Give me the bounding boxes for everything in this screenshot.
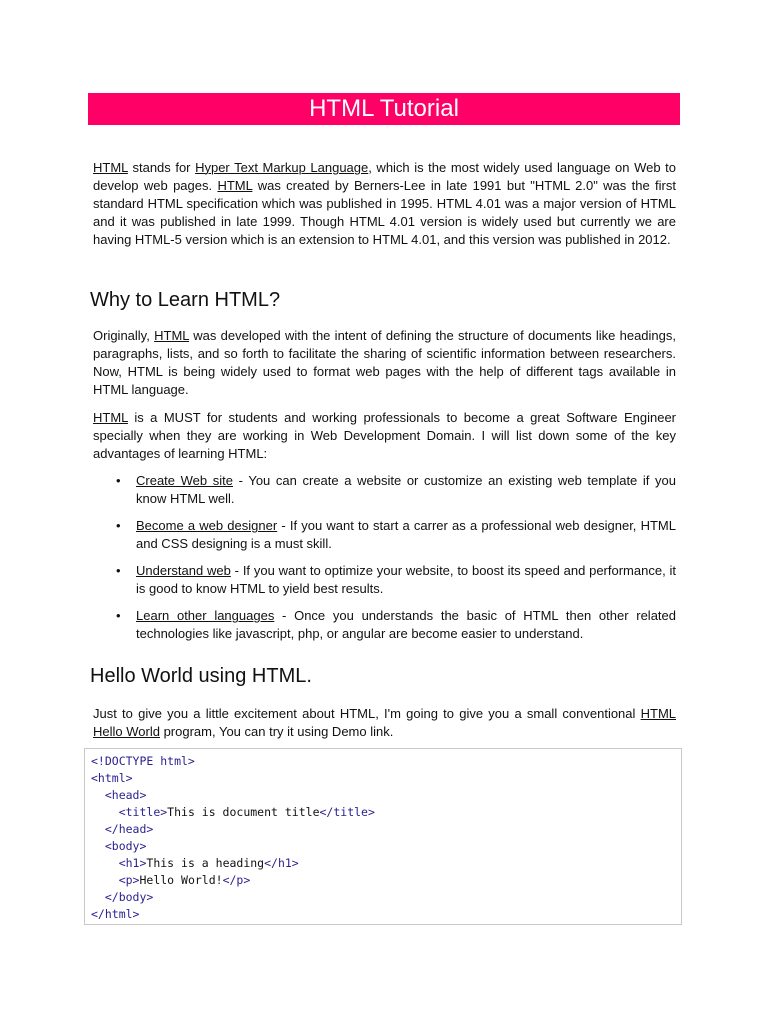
item-title: Understand web [136, 563, 231, 578]
page-title: HTML Tutorial [309, 95, 459, 122]
why-paragraph-2: HTML is a MUST for students and working professionals to become a great Software Engineer specially when they are working in Web Development Domain. I will list down some of the key advantages of learning HTML: [93, 410, 676, 461]
code-line: </body> [104, 890, 154, 904]
keyword-hyper-text-markup-language: Hyper Text Markup Language [195, 160, 369, 175]
item-title: Become a web designer [136, 518, 278, 533]
code-line: <title>This is document title</title> [118, 805, 375, 819]
code-line: <html> [91, 771, 133, 785]
keyword-html: HTML [93, 160, 128, 175]
hello-world-paragraph: Just to give you a little excitement about HTML, I'm going to give you a small conventional HTML Hello World program, You can try it using Demo link. [93, 706, 676, 739]
why-paragraph-1: Originally, HTML was developed with the intent of defining the structure of documents like headings, paragraphs, lists, and so forth to facilitate the sharing of scientific information between researchers. Now, HTML is being widely used to format web pages with the help of different tags available in HTML language. [93, 328, 676, 397]
hello-world-heading: Hello World using HTML. [90, 665, 312, 687]
code-line: <p>Hello World!</p> [118, 873, 251, 887]
list-item: • Create Web site - You can create a website or customize an existing web template if you know HTML well. [116, 473, 676, 506]
item-title: Learn other languages [136, 608, 275, 623]
list-item: • Become a web designer - If you want to start a carrer as a professional web designer, HTML and CSS designing is a must skill. [116, 518, 676, 551]
bullet-icon: • [116, 563, 121, 578]
code-line: <head> [104, 788, 147, 802]
code-line: <body> [104, 839, 147, 853]
keyword-html: HTML [154, 328, 190, 343]
list-item: • Learn other languages - Once you understands the basic of HTML then other related technologies like javascript, php, or angular are become easier to understand. [116, 608, 676, 641]
advantages-list [114, 472, 676, 652]
code-line: <h1>This is a heading</h1> [118, 856, 299, 870]
keyword-html: HTML [217, 178, 253, 193]
code-line: </head> [104, 822, 154, 836]
code-line: <!DOCTYPE html> [91, 754, 195, 768]
item-title: Create Web site [136, 473, 233, 488]
keyword-html: HTML [93, 410, 128, 425]
bullet-icon: • [116, 608, 121, 623]
code-line: </html> [91, 907, 140, 921]
list-item: • Understand web - If you want to optimize your website, to boost its speed and performance, it is good to know HTML to yield best results. [116, 563, 676, 596]
bullet-icon: • [116, 518, 121, 533]
page-title-banner [88, 93, 680, 125]
intro-paragraph: HTML stands for Hyper Text Markup Language, which is the most widely used language on Web to develop web pages. HTML was created by Berners-Lee in late 1991 but "HTML 2.0" was the first standard HTML specification which was published in 1995. HTML 4.01 was a major version of HTML and it was published in late 1999. Though HTML 4.01 version is widely used but currently we are having HTML-5 version which is an extension to HTML 4.01, and this version was published in 2012. [93, 160, 676, 247]
bullet-icon: • [116, 473, 121, 488]
why-learn-heading: Why to Learn HTML? [90, 289, 281, 311]
keyword-html-hello-world: HTML Hello World [93, 706, 676, 739]
code-block [84, 748, 682, 925]
